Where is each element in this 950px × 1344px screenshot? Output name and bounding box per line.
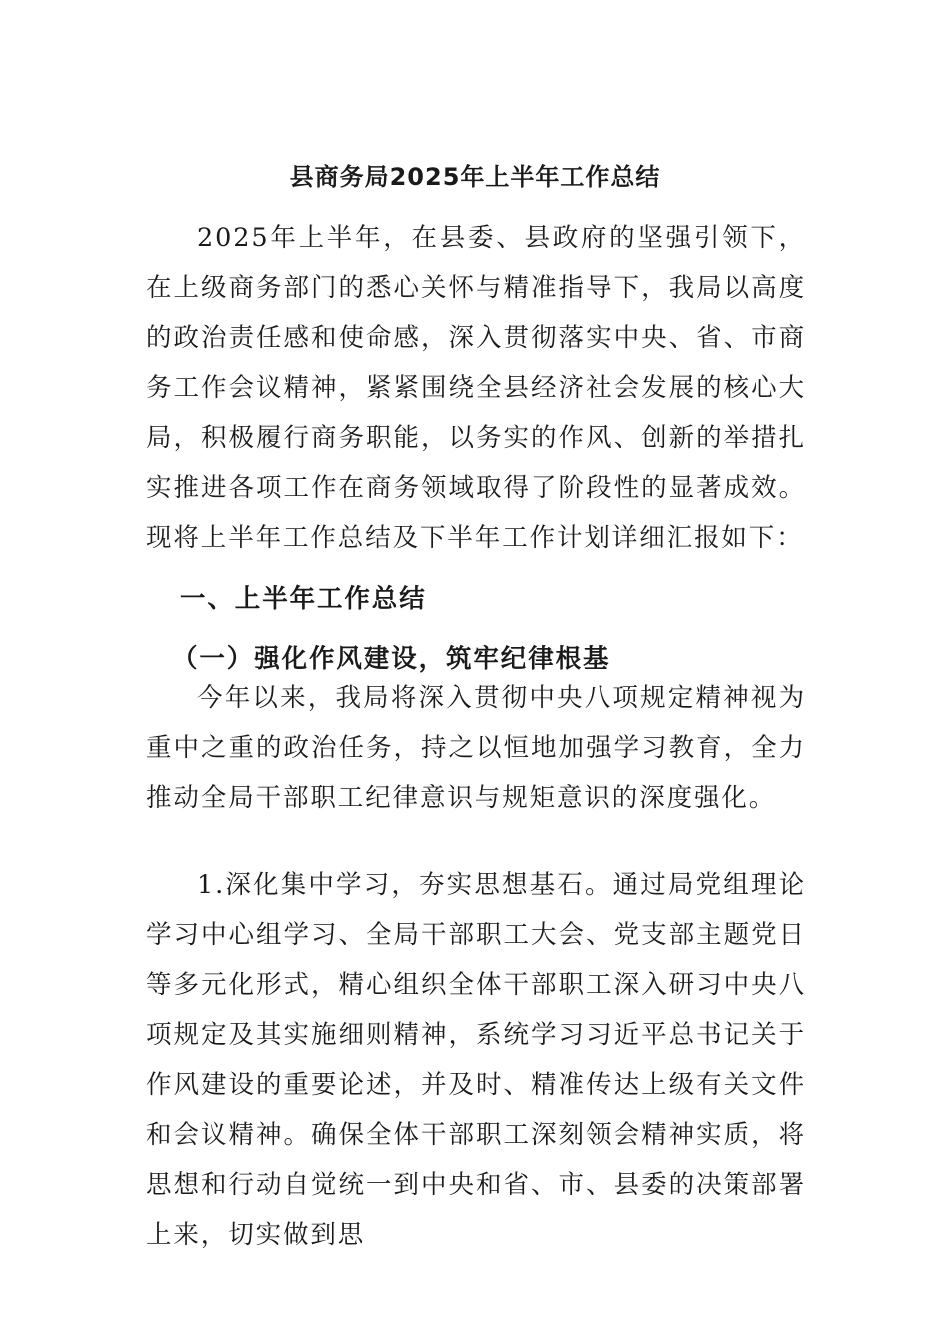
item-paragraph: 1.深化集中学习，夯实思想基石。通过局党组理论学习中心组学习、全局干部职工大会、党支部主题党日等多元化形式，精心组织全体干部职工深入研习中央八项规定及其实施细则精神，系统学习习近平总书记关于作风建设的重要论述，并及时、精准传达上级有关文件和会议精神。确保全体干部职工深刻领会精神实质，将思想和行动自觉统一到中央和省、市、县委的决策部署上来，切实做到思: [146, 870, 806, 1250]
subsection-heading: （一）强化作风建设，筑牢纪律根基: [172, 644, 611, 674]
subsection-paragraph: 今年以来，我局将深入贯彻中央八项规定精神视为重中之重的政治任务，持之以恒地加强学习教育，全力推动全局干部职工纪律意识与规矩意识的深度强化。: [146, 683, 806, 813]
document-title: 县商务局2025年上半年工作总结: [289, 163, 661, 191]
section-heading: 一、上半年工作总结: [180, 584, 427, 614]
intro-paragraph: 2025年上半年，在县委、县政府的坚强引领下，在上级商务部门的悉心关怀与精准指导下，我局以高度的政治责任感和使命感，深入贯彻落实中央、省、市商务工作会议精神，紧紧围绕全县经济社会发展的核心大局，积极履行商务职能，以务实的作风、创新的举措扎实推进各项工作在商务领域取得了阶段性的显著成效。现将上半年工作总结及下半年工作计划详细汇报如下：: [146, 223, 806, 553]
